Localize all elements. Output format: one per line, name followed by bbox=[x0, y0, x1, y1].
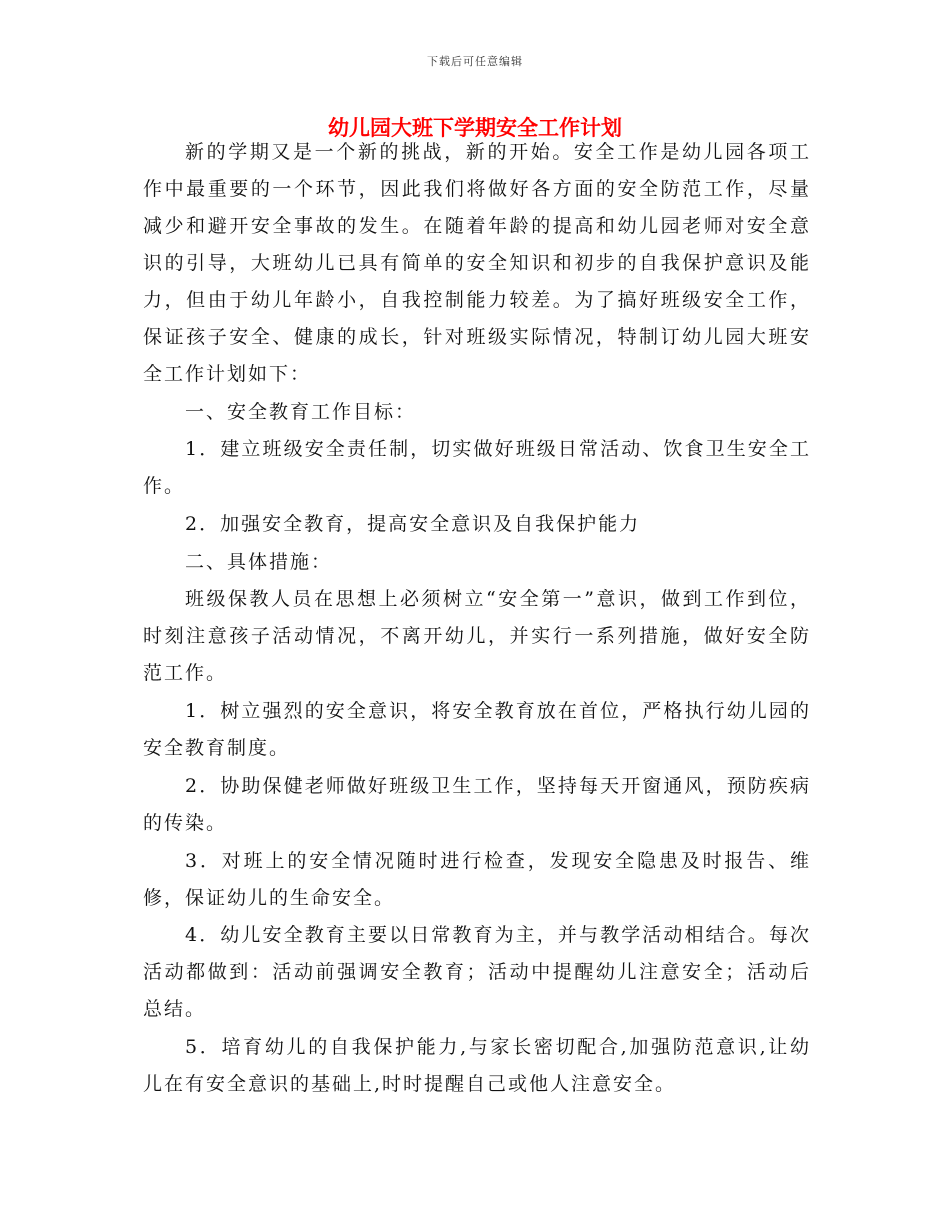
goal-item-1: 1．建立班级安全责任制，切实做好班级日常活动、饮食卫生安全工作。 bbox=[143, 438, 811, 498]
section-heading-measures: 二、具体措施： bbox=[185, 550, 333, 573]
paragraph-intro: 新的学期又是一个新的挑战，新的开始。安全工作是幼儿园各项工作中最重要的一个环节，因此我们将做好各方面的安全防范工作，尽量减少和避开安全事故的发生。在随着年龄的提高和幼儿园老师对安全意识的引导，大班幼儿已具有简单的安全知识和初步的自我保护意识及能力，但由于幼儿年龄小，自我控制能力较差。为了搞好班级安全工作，保证孩子安全、健康的成长，针对班级实际情况，特制订幼儿园大班安全工作计划如下： bbox=[143, 141, 811, 385]
measure-item-1: 1．树立强烈的安全意识，将安全教育放在首位，严格执行幼儿园的安全教育制度。 bbox=[143, 700, 811, 760]
document-body bbox=[143, 134, 811, 1104]
paragraph-measures-intro: 班级保教人员在思想上必须树立“安全第一”意识，做到工作到位，时刻注意孩子活动情况，不离开幼儿，并实行一系列措施，做好安全防范工作。 bbox=[143, 588, 811, 685]
measure-item-2: 2．协助保健老师做好班级卫生工作，坚持每天开窗通风，预防疾病的传染。 bbox=[143, 774, 811, 834]
measure-item-5: 5．培育幼儿的自我保护能力,与家长密切配合,加强防范意识,让幼儿在有安全意识的基础上,时时提醒自己或他人注意安全。 bbox=[143, 1035, 811, 1095]
goal-item-2: 2．加强安全教育，提高安全意识及自我保护能力 bbox=[185, 513, 641, 536]
document-title: 幼儿园大班下学期安全工作计划 bbox=[328, 115, 622, 140]
measure-item-4: 4．幼儿安全教育主要以日常教育为主，并与教学活动相结合。每次活动都做到：活动前强调安全教育；活动中提醒幼儿注意安全；活动后总结。 bbox=[143, 924, 811, 1021]
page-header: 下载后可任意编辑 bbox=[427, 55, 523, 68]
measure-item-3: 3．对班上的安全情况随时进行检查，发现安全隐患及时报告、维修，保证幼儿的生命安全。 bbox=[143, 849, 811, 909]
section-heading-goals: 一、安全教育工作目标： bbox=[185, 400, 417, 423]
